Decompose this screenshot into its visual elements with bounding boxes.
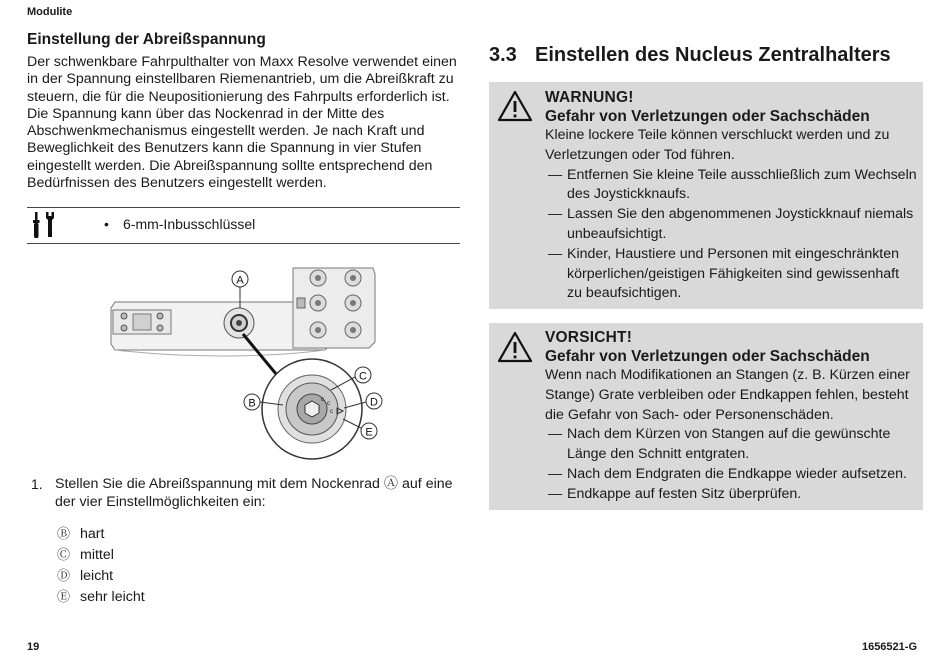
document-id: 1656521-G [861,641,917,653]
caution-item-text: Endkappe auf festen Sitz überprüfen. [567,485,802,502]
figure-label-d: D [370,396,378,409]
step-text-after: auf eine der vier Einstellmöglichkeiten ein: [55,476,453,510]
option-label: hart [80,526,105,542]
tools-divider-top [27,207,460,208]
caution-text: Wenn nach Modifikationen an Stangen (z. B. Kürzen einer Stange) Grate verbleiben oder Endkappen fehlen, besteht die Gefahr von Sach- oder Personenschäden. [545,367,910,423]
dial-mark: c [330,409,333,415]
cam-wheel-figure [105,262,395,462]
page-number: 19 [27,641,40,653]
dash-glyph: — [548,245,563,262]
warning-body [545,126,917,304]
option-item [57,565,113,584]
caution-body [545,366,917,505]
dash-glyph: — [548,166,563,183]
warning-subtitle: Gefahr von Verletzungen oder Sachschäden [545,108,870,125]
step-marker-a: Ⓐ [383,476,399,492]
dash-glyph: — [548,465,563,482]
warning-triangle-icon [497,90,533,122]
option-label: leicht [80,568,114,584]
option-marker: Ⓒ [57,547,71,562]
option-item [57,544,114,563]
section-heading [489,44,891,67]
warning-list-item [545,166,917,206]
warning-keyword: WARNUNG! [545,89,634,106]
left-body-paragraph: Der schwenkbare Fahrpulthalter von Maxx Resolve verwendet einen in der Spannung einstellbaren Riemenantrieb, um die Abreißkraft zu steuern, die für die Neupositionierung des Fahrpults erforderlich ist. Die Spannung kann über das Nockenrad in der Mitte des Abschwenkmechanismus eingestellt werden. Je nach Kraft und Beweglichkeit des Benutzers kann die Spannung in vier Stufen eingestellt werden. Die Abreißspannung sollte entsprechend den Bedürfnissen des Benutzers eingestellt werden. [27,54,457,192]
warning-item-text: Entfernen Sie kleine Teile ausschließlich zum Wechseln des Joystickknaufs. [567,166,917,203]
tool-item: 6-mm-Inbusschlüssel [123,216,256,232]
tools-divider-bottom [27,243,460,244]
option-item [57,523,104,542]
warning-list-item [545,245,917,304]
warning-list-item [545,205,917,245]
dash-glyph: — [548,206,563,223]
caution-item-text: Nach dem Endgraten die Endkappe wieder aufsetzen. [567,465,907,482]
dash-glyph: — [548,485,563,502]
figure-label-c: C [359,370,367,383]
caution-subtitle: Gefahr von Verletzungen oder Sachschäden [545,348,870,365]
caution-list-item [545,425,917,465]
caution-list-item [545,465,917,485]
option-marker: Ⓔ [57,589,71,604]
step-number: 1. [31,476,43,492]
caution-keyword: VORSICHT! [545,329,633,346]
warning-item-text: Kinder, Haustiere und Personen mit eingeschränkten körperlichen/geistigen Fähigkeiten sind gewissenhaft zu beaufsichtigen. [567,245,900,302]
dash-glyph: — [548,426,563,443]
step-instruction [55,476,455,511]
step-text-before: Stellen Sie die Abreißspannung mit dem Nockenrad [55,476,380,492]
figure-label-a: A [236,274,244,287]
tools-bullet: • [104,216,109,232]
warning-box [489,82,923,309]
option-label: mittel [80,547,114,563]
left-section-title: Einstellung der Abreißspannung [27,31,266,48]
caution-triangle-icon [497,331,533,363]
dial-mark: c [327,401,330,407]
option-marker: Ⓓ [57,568,71,583]
figure-label-b: B [248,397,256,410]
section-title: Einstellen des Nucleus Zentralhalters [535,44,891,66]
section-number: 3.3 [489,44,517,66]
running-header: Modulite [27,6,73,18]
dial-mark: c [321,397,324,403]
caution-box [489,323,923,510]
warning-text: Kleine lockere Teile können verschluckt werden und zu Verletzungen oder Tod führen. [545,127,890,163]
option-label: sehr leicht [80,589,145,605]
warning-item-text: Lassen Sie den abgenommenen Joystickknauf niemals unbeaufsichtigt. [567,206,914,242]
option-item [57,586,145,605]
caution-list-item [545,485,917,505]
figure-label-e: E [365,426,373,439]
tools-icon [32,211,58,239]
caution-item-text: Nach dem Kürzen von Stangen auf die gewünschte Länge den Schnitt entgraten. [567,426,891,463]
option-marker: Ⓑ [57,526,71,541]
